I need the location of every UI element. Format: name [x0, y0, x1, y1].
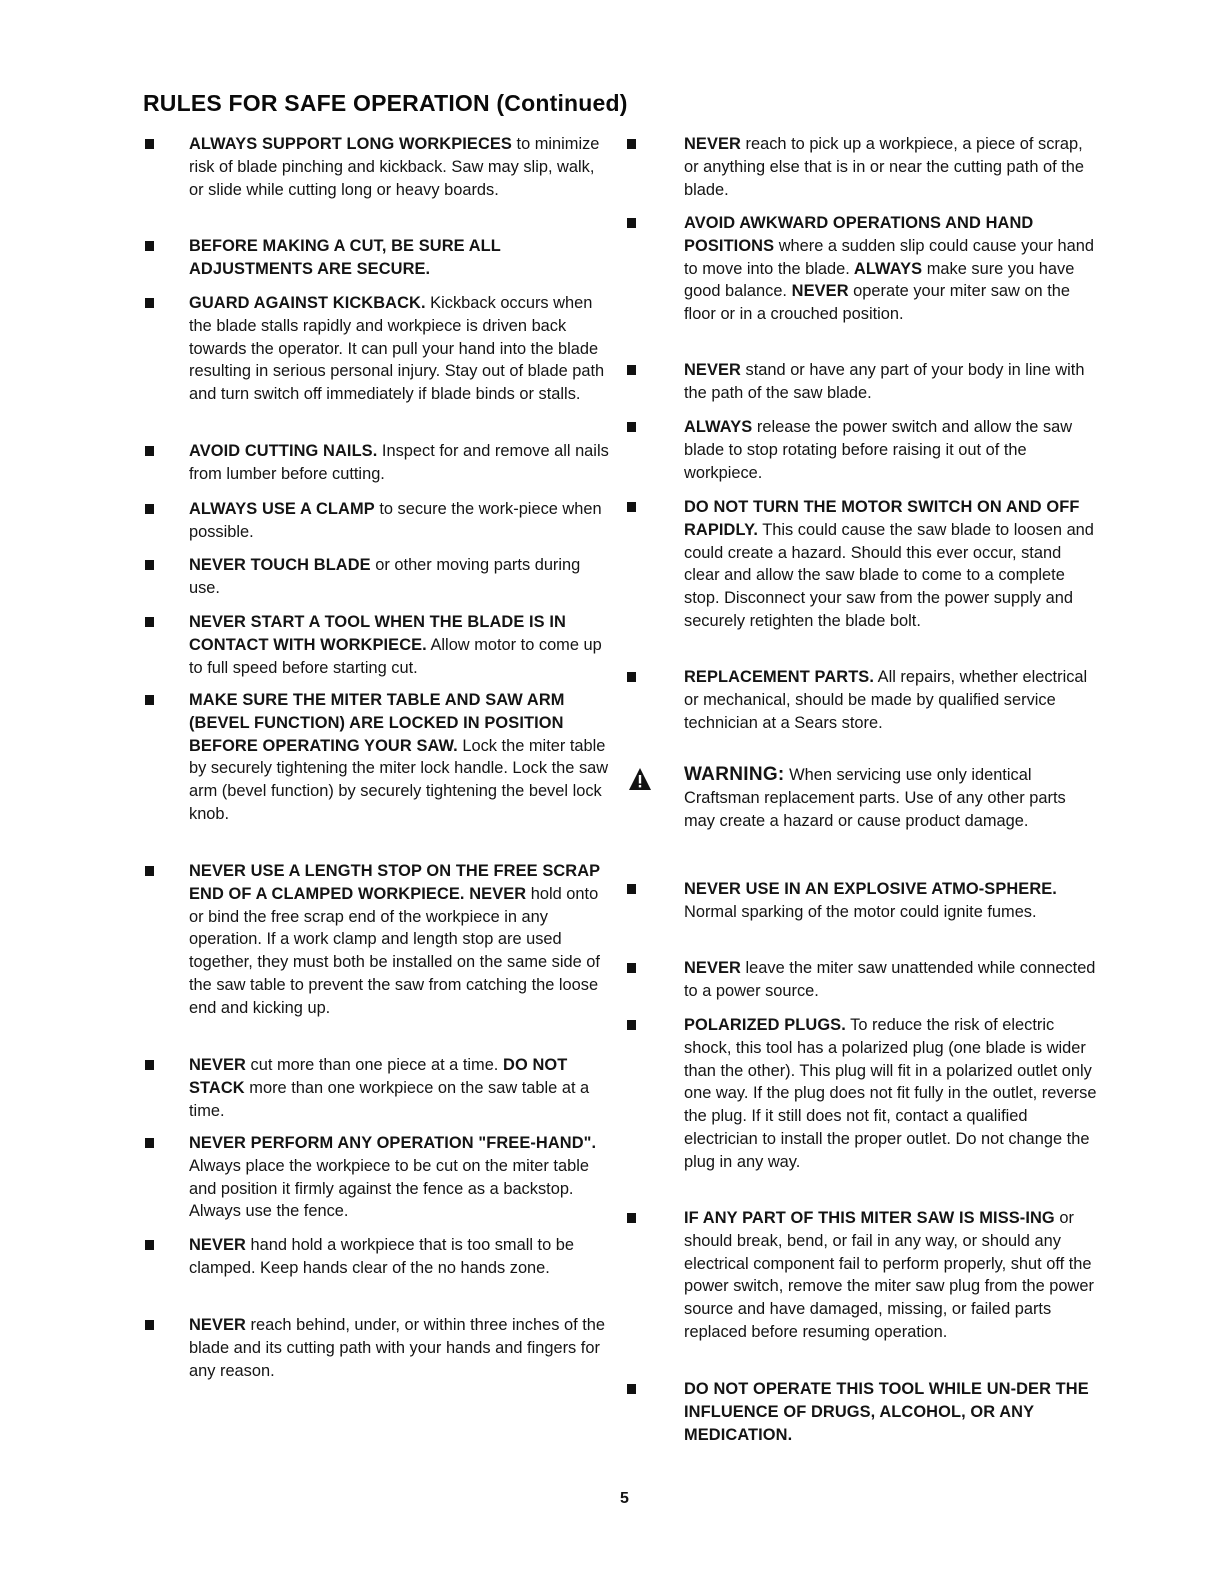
- rule-item: [143, 611, 613, 679]
- rule-text: Kickback occurs when the blade stalls rapidly and workpiece is driven back towards the operator. It can pull your hand into the blade resulting in serious personal injury. Stay out of blade path and turn switch off immediately if blade binds or stalls.: [189, 294, 605, 404]
- rule-emphasis: NEVER: [464, 884, 527, 903]
- rule-heading: AVOID CUTTING NAILS.: [189, 442, 378, 460]
- square-bullet-icon: [627, 502, 636, 512]
- rule-heading: POLARIZED PLUGS.: [684, 1016, 846, 1034]
- rule-heading: NEVER: [684, 361, 741, 379]
- square-bullet-icon: [145, 1138, 154, 1148]
- rule-text: where a sudden slip could cause your hand to move into the blade.: [684, 236, 1094, 278]
- rule-text: hold onto or bind the free scrap end of the workpiece in any operation. If a work clamp and length stop are used together, they must both be installed on the same side of the saw table to prevent the saw from catching the loose end and kicking up.: [189, 884, 600, 1017]
- rule-item: [624, 1014, 1100, 1174]
- square-bullet-icon: [145, 139, 154, 149]
- square-bullet-icon: [145, 298, 154, 308]
- warning-label: WARNING:: [684, 764, 785, 785]
- square-bullet-icon: [627, 1020, 636, 1030]
- rule-text: Always place the workpiece to be cut on the miter table and position it firmly against the fence as a backstop. Always use the fence.: [189, 1156, 589, 1221]
- rule-text: or other moving parts during use.: [189, 556, 581, 597]
- rule-item: [624, 957, 1100, 1003]
- rule-item: [143, 292, 613, 406]
- warning-text: When servicing use only identical Craftsman replacement parts. Use of any other parts may create a hazard or cause product damage.: [684, 766, 1066, 830]
- square-bullet-icon: [145, 866, 154, 876]
- rule-heading: NEVER USE IN AN EXPLOSIVE ATMO-SPHERE.: [684, 880, 1057, 898]
- warning-triangle-icon: [628, 767, 652, 791]
- rule-item: [143, 1132, 613, 1223]
- rule-text: hand hold a workpiece that is too small to be clamped. Keep hands clear of the no hands zone.: [189, 1236, 574, 1277]
- rule-emphasis: NEVER: [787, 282, 849, 301]
- rule-heading: NEVER: [684, 135, 741, 153]
- rule-text: leave the miter saw unattended while connected to a power source.: [684, 959, 1096, 1000]
- square-bullet-icon: [145, 1240, 154, 1250]
- square-bullet-icon: [627, 1213, 636, 1223]
- square-bullet-icon: [627, 672, 636, 682]
- rule-heading: NEVER: [684, 959, 741, 977]
- page-number: 5: [620, 1490, 629, 1507]
- rule-text: make sure you have good balance.: [684, 259, 1075, 301]
- square-bullet-icon: [627, 139, 636, 149]
- rule-heading: DO NOT OPERATE THIS TOOL WHILE UN-DER THE INFLUENCE OF DRUGS, ALCOHOL, OR ANY MEDICATION.: [684, 1380, 1089, 1444]
- rule-item: [624, 212, 1100, 326]
- rule-item: [624, 359, 1100, 405]
- square-bullet-icon: [627, 365, 636, 375]
- rule-heading: ALWAYS USE A CLAMP: [189, 500, 375, 518]
- square-bullet-icon: [145, 695, 154, 705]
- rule-text: Allow motor to come up to full speed before starting cut.: [189, 635, 602, 677]
- square-bullet-icon: [145, 1320, 154, 1330]
- square-bullet-icon: [145, 446, 154, 456]
- rule-text: All repairs, whether electrical or mechanical, should be made by qualified service technician at a Sears store.: [684, 668, 1088, 732]
- rule-heading: ALWAYS SUPPORT LONG WORKPIECES: [189, 135, 512, 153]
- rule-text: cut more than one piece at a time.: [245, 1056, 499, 1074]
- square-bullet-icon: [627, 1384, 636, 1394]
- rule-item: [143, 860, 613, 1020]
- rule-item: [143, 554, 613, 600]
- rule-item: [143, 1234, 613, 1280]
- rule-item: [624, 133, 1100, 201]
- rule-text: to secure the work-piece when possible.: [189, 500, 602, 541]
- rule-heading: NEVER: [189, 1316, 246, 1334]
- square-bullet-icon: [627, 884, 636, 894]
- rule-heading: NEVER: [189, 1236, 246, 1254]
- square-bullet-icon: [627, 218, 636, 228]
- warning-box: [624, 764, 1100, 832]
- rule-heading: BEFORE MAKING A CUT, BE SURE ALL ADJUSTMENTS ARE SECURE.: [189, 237, 501, 278]
- rule-heading: ALWAYS: [684, 418, 753, 436]
- rule-heading: GUARD AGAINST KICKBACK.: [189, 294, 426, 312]
- rule-text: stand or have any part of your body in line with the path of the saw blade.: [684, 361, 1085, 402]
- rule-heading: DO NOT TURN THE MOTOR SWITCH ON AND OFF RAPIDLY.: [684, 498, 1080, 539]
- rule-item: [624, 416, 1100, 484]
- rule-item: [143, 1054, 613, 1122]
- rule-item: [143, 235, 613, 281]
- rule-heading: NEVER USE A LENGTH STOP ON THE FREE SCRAP END OF A CLAMPED WORKPIECE.: [189, 862, 600, 903]
- square-bullet-icon: [145, 504, 154, 514]
- rule-item: [143, 133, 613, 201]
- rule-heading: NEVER PERFORM ANY OPERATION "FREE-HAND".: [189, 1134, 597, 1152]
- square-bullet-icon: [627, 963, 636, 973]
- rule-heading: IF ANY PART OF THIS MITER SAW IS MISS-ING: [684, 1209, 1055, 1227]
- page-title: RULES FOR SAFE OPERATION (Continued): [143, 90, 628, 116]
- rule-heading: MAKE SURE THE MITER TABLE AND SAW ARM (BEVEL FUNCTION) ARE LOCKED IN POSITION BEFORE OPERATING YOUR SAW.: [189, 691, 565, 755]
- rule-item: [624, 666, 1100, 734]
- rule-text: reach behind, under, or within three inches of the blade and its cutting path with your hands and fingers for any reason.: [189, 1316, 605, 1380]
- square-bullet-icon: [627, 422, 636, 432]
- square-bullet-icon: [145, 1060, 154, 1070]
- rule-item: [624, 1207, 1100, 1344]
- rule-text: Lock the miter table by securely tightening the miter lock handle. Lock the saw arm (bevel function) by securely tightening the bevel lock knob.: [189, 736, 609, 823]
- rule-text: to minimize risk of blade pinching and kickback. Saw may slip, walk, or slide while cutting long or heavy boards.: [189, 135, 600, 199]
- rule-item: [143, 1314, 613, 1382]
- rule-item: [624, 878, 1100, 924]
- rule-text: This could cause the saw blade to loosen and could create a hazard. Should this ever occur, stand clear and allow the saw blade to come to a complete stop. Disconnect your saw from the power supply and securely retighten the blade bolt.: [684, 520, 1094, 630]
- rule-text: or should break, bend, or fail in any way, or should any electrical component fail to perform properly, shut off the power switch, remove the miter saw plug from the power source and have damaged, missing, or failed parts replaced before resuming operation.: [684, 1209, 1094, 1341]
- rule-text: reach to pick up a workpiece, a piece of scrap, or anything else that is in or near the cutting path of the blade.: [684, 135, 1085, 199]
- rule-item: [143, 498, 613, 544]
- rule-heading: REPLACEMENT PARTS.: [684, 668, 874, 686]
- rule-heading: NEVER TOUCH BLADE: [189, 556, 371, 574]
- square-bullet-icon: [145, 241, 154, 251]
- rule-item: [624, 496, 1100, 633]
- rule-item: [624, 1378, 1100, 1446]
- rule-text: operate your miter saw on the floor or in a crouched position.: [684, 282, 1071, 324]
- rule-heading: NEVER START A TOOL WHEN THE BLADE IS IN CONTACT WITH WORKPIECE.: [189, 613, 566, 654]
- rule-text: more than one workpiece on the saw table at a time.: [189, 1078, 590, 1120]
- rule-text: release the power switch and allow the saw blade to stop rotating before raising it out of the workpiece.: [684, 418, 1073, 482]
- rule-text: To reduce the risk of electric shock, this tool has a polarized plug (one blade is wider than the other). This plug will fit in a polarized outlet only one way. If the plug does not fit fully in the outlet, reverse the plug. If it still does not fit, contact a qualified electrician to install the proper outlet. Do not change the plug in any way.: [684, 1016, 1097, 1171]
- rule-text: Normal sparking of the motor could ignite fumes.: [684, 902, 1037, 921]
- square-bullet-icon: [145, 617, 154, 627]
- rule-item: [143, 440, 613, 486]
- rule-heading: NEVER: [189, 1056, 246, 1074]
- rule-emphasis: DO NOT STACK: [189, 1056, 568, 1097]
- rule-text: Inspect for and remove all nails from lumber before cutting.: [189, 442, 609, 483]
- square-bullet-icon: [145, 560, 154, 570]
- rule-emphasis: ALWAYS: [849, 259, 923, 278]
- rule-heading: AVOID AWKWARD OPERATIONS AND HAND POSITIONS: [684, 214, 1034, 255]
- rule-item: [143, 689, 613, 826]
